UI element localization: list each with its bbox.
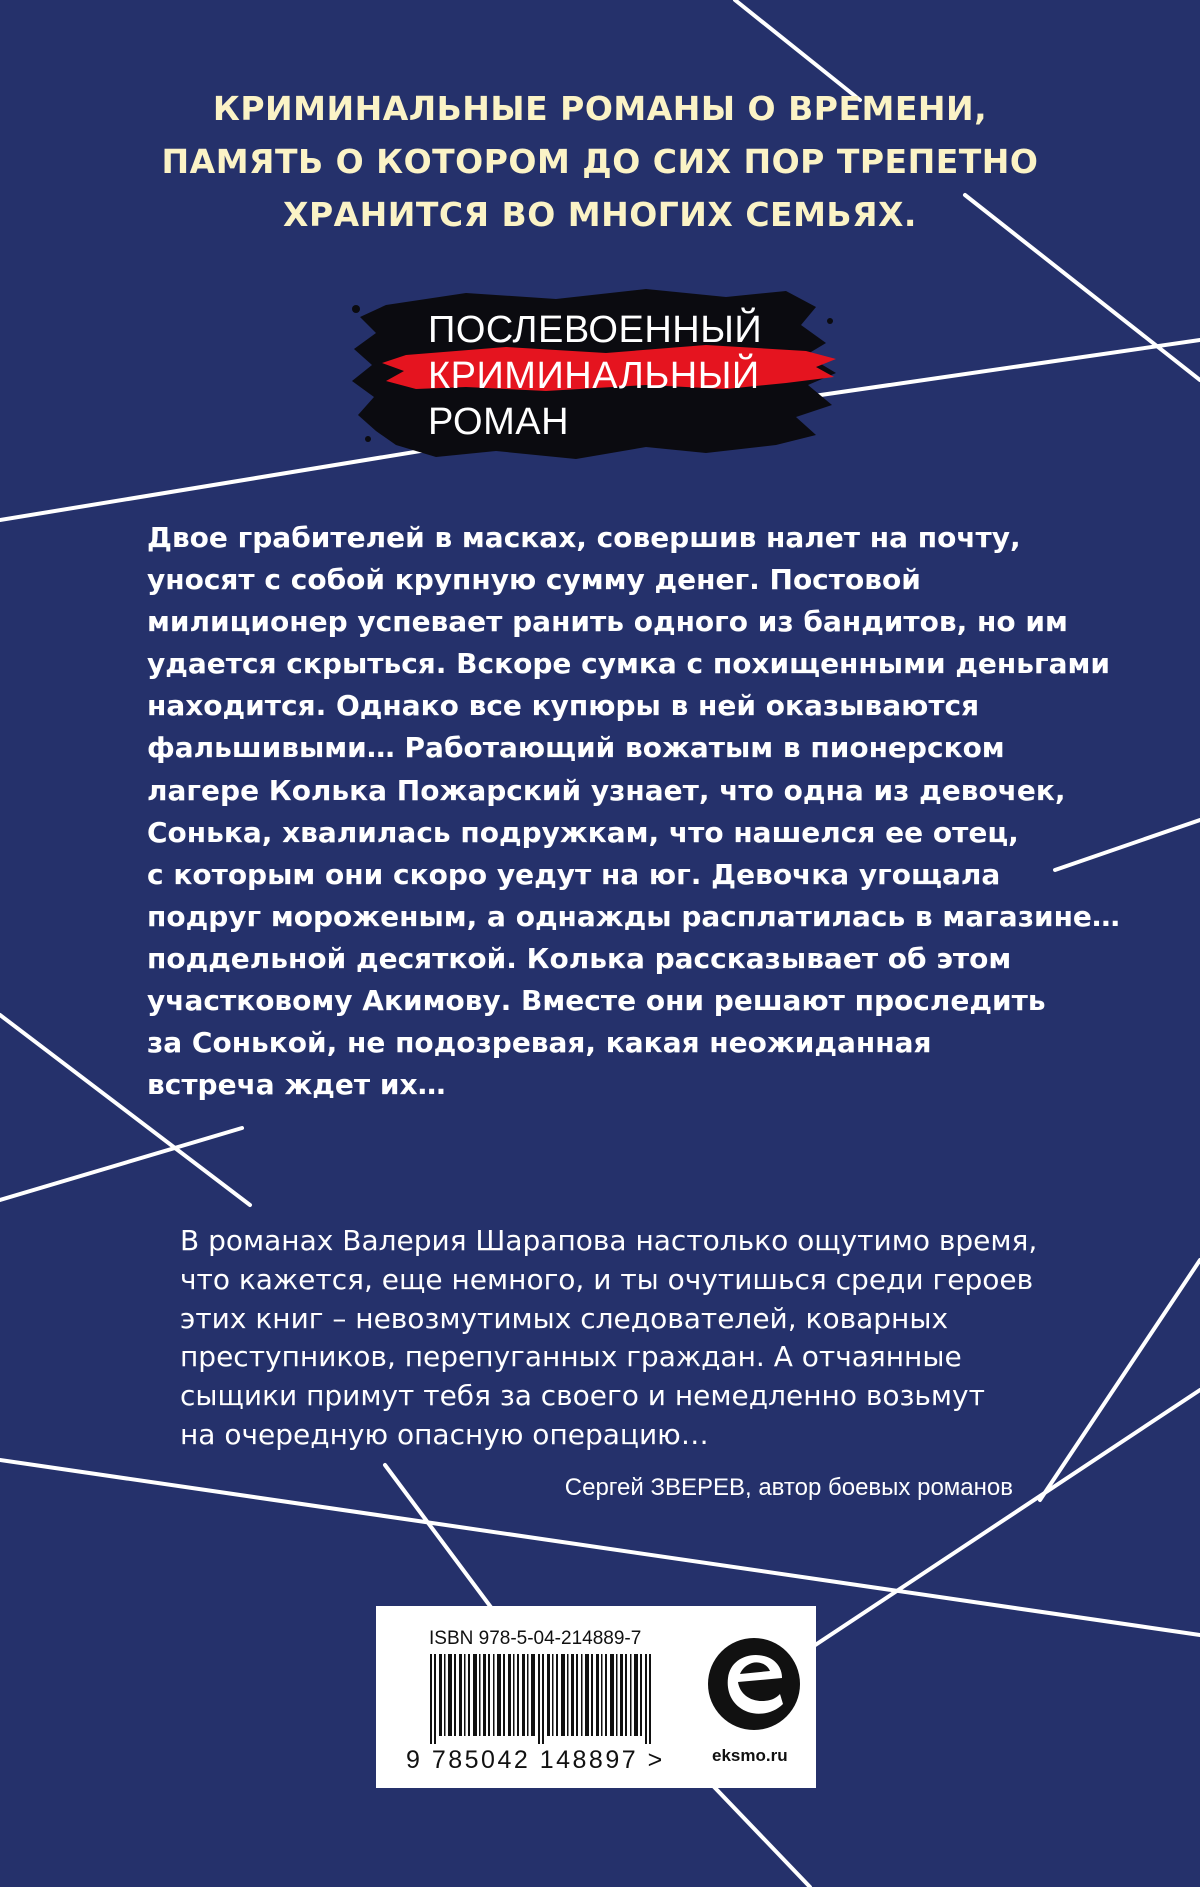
review-line: В романах Валерия Шарапова настолько ощутимо время, [180,1224,1038,1257]
review-line: сыщики примут тебя за своего и немедленно возьмут [180,1379,985,1413]
annotation-line: участковому Акимову. Вместе они решают проследить [147,984,1046,1018]
tagline [0,82,1200,241]
annotation-line: уносят с собой крупную сумму денег. Постовой [147,563,921,597]
annotation-line: находится. Однако все купюры в ней оказываются [147,689,980,723]
annotation-line: милиционер успевает ранить одного из бандитов, но им [147,605,1068,639]
series-line: ПОСЛЕВОЕННЫЙ [428,309,763,351]
series-line: РОМАН [428,401,570,443]
annotation-line: лагере Колька Пожарский узнает, что одна из девочек, [147,773,1066,807]
barcode-panel [376,1606,816,1788]
series-badge [346,285,842,463]
tagline-line: КРИМИНАЛЬНЫЕ РОМАНЫ О ВРЕМЕНИ, [212,89,988,128]
eksmo-logo-icon [704,1634,804,1734]
review-line: что кажется, еще немного, и ты очутишься среди героев [180,1262,1034,1296]
tagline-line: ПАМЯТЬ О КОТОРОМ ДО СИХ ПОР ТРЕПЕТНО [161,142,1039,181]
annotation-line: фальшивыми… Работающий вожатым в пионерском [147,731,1005,765]
annotation-line: подруг мороженым, а однажды расплатилась в магазине… [147,899,1120,933]
book-annotation [147,517,1120,1106]
review-author: Сергей ЗВЕРЕВ, автор боевых романов [564,1474,1013,1501]
annotation-line: встреча ждет их… [147,1068,446,1102]
review-line: преступников, перепуганных граждан. А отчаянные [180,1340,962,1374]
annotation-line: с которым они скоро уедут на юг. Девочка угощала [147,857,1001,891]
annotation-line: за Сонькой, не подозревая, какая неожиданная [147,1026,932,1060]
annotation-line: поддельной десяткой. Колька рассказывает об этом [147,941,1012,975]
tagline-line: ХРАНИТСЯ ВО МНОГИХ СЕМЬЯХ. [283,195,917,234]
annotation-line: Двое грабителей в масках, совершив налет на почту, [147,521,1021,554]
isbn-label: ISBN 978-5-04-214889-7 [429,1628,642,1649]
series-line: КРИМИНАЛЬНЫЙ [428,355,760,397]
review-quote [180,1222,1060,1455]
annotation-line: удается скрыться. Вскоре сумка с похищенными деньгами [147,647,1111,681]
barcode-icon [430,1654,660,1744]
review-line: этих книг – невозмутимых следователей, коварных [180,1301,949,1335]
series-title [428,307,762,445]
barcode-digits: 9 785042 148897 > [406,1746,665,1774]
annotation-line: Сонька, хвалилась подружкам, что нашелся ее отец, [147,815,1019,849]
review-line: на очередную опасную операцию… [180,1417,709,1451]
publisher-site: eksmo.ru [712,1746,788,1765]
